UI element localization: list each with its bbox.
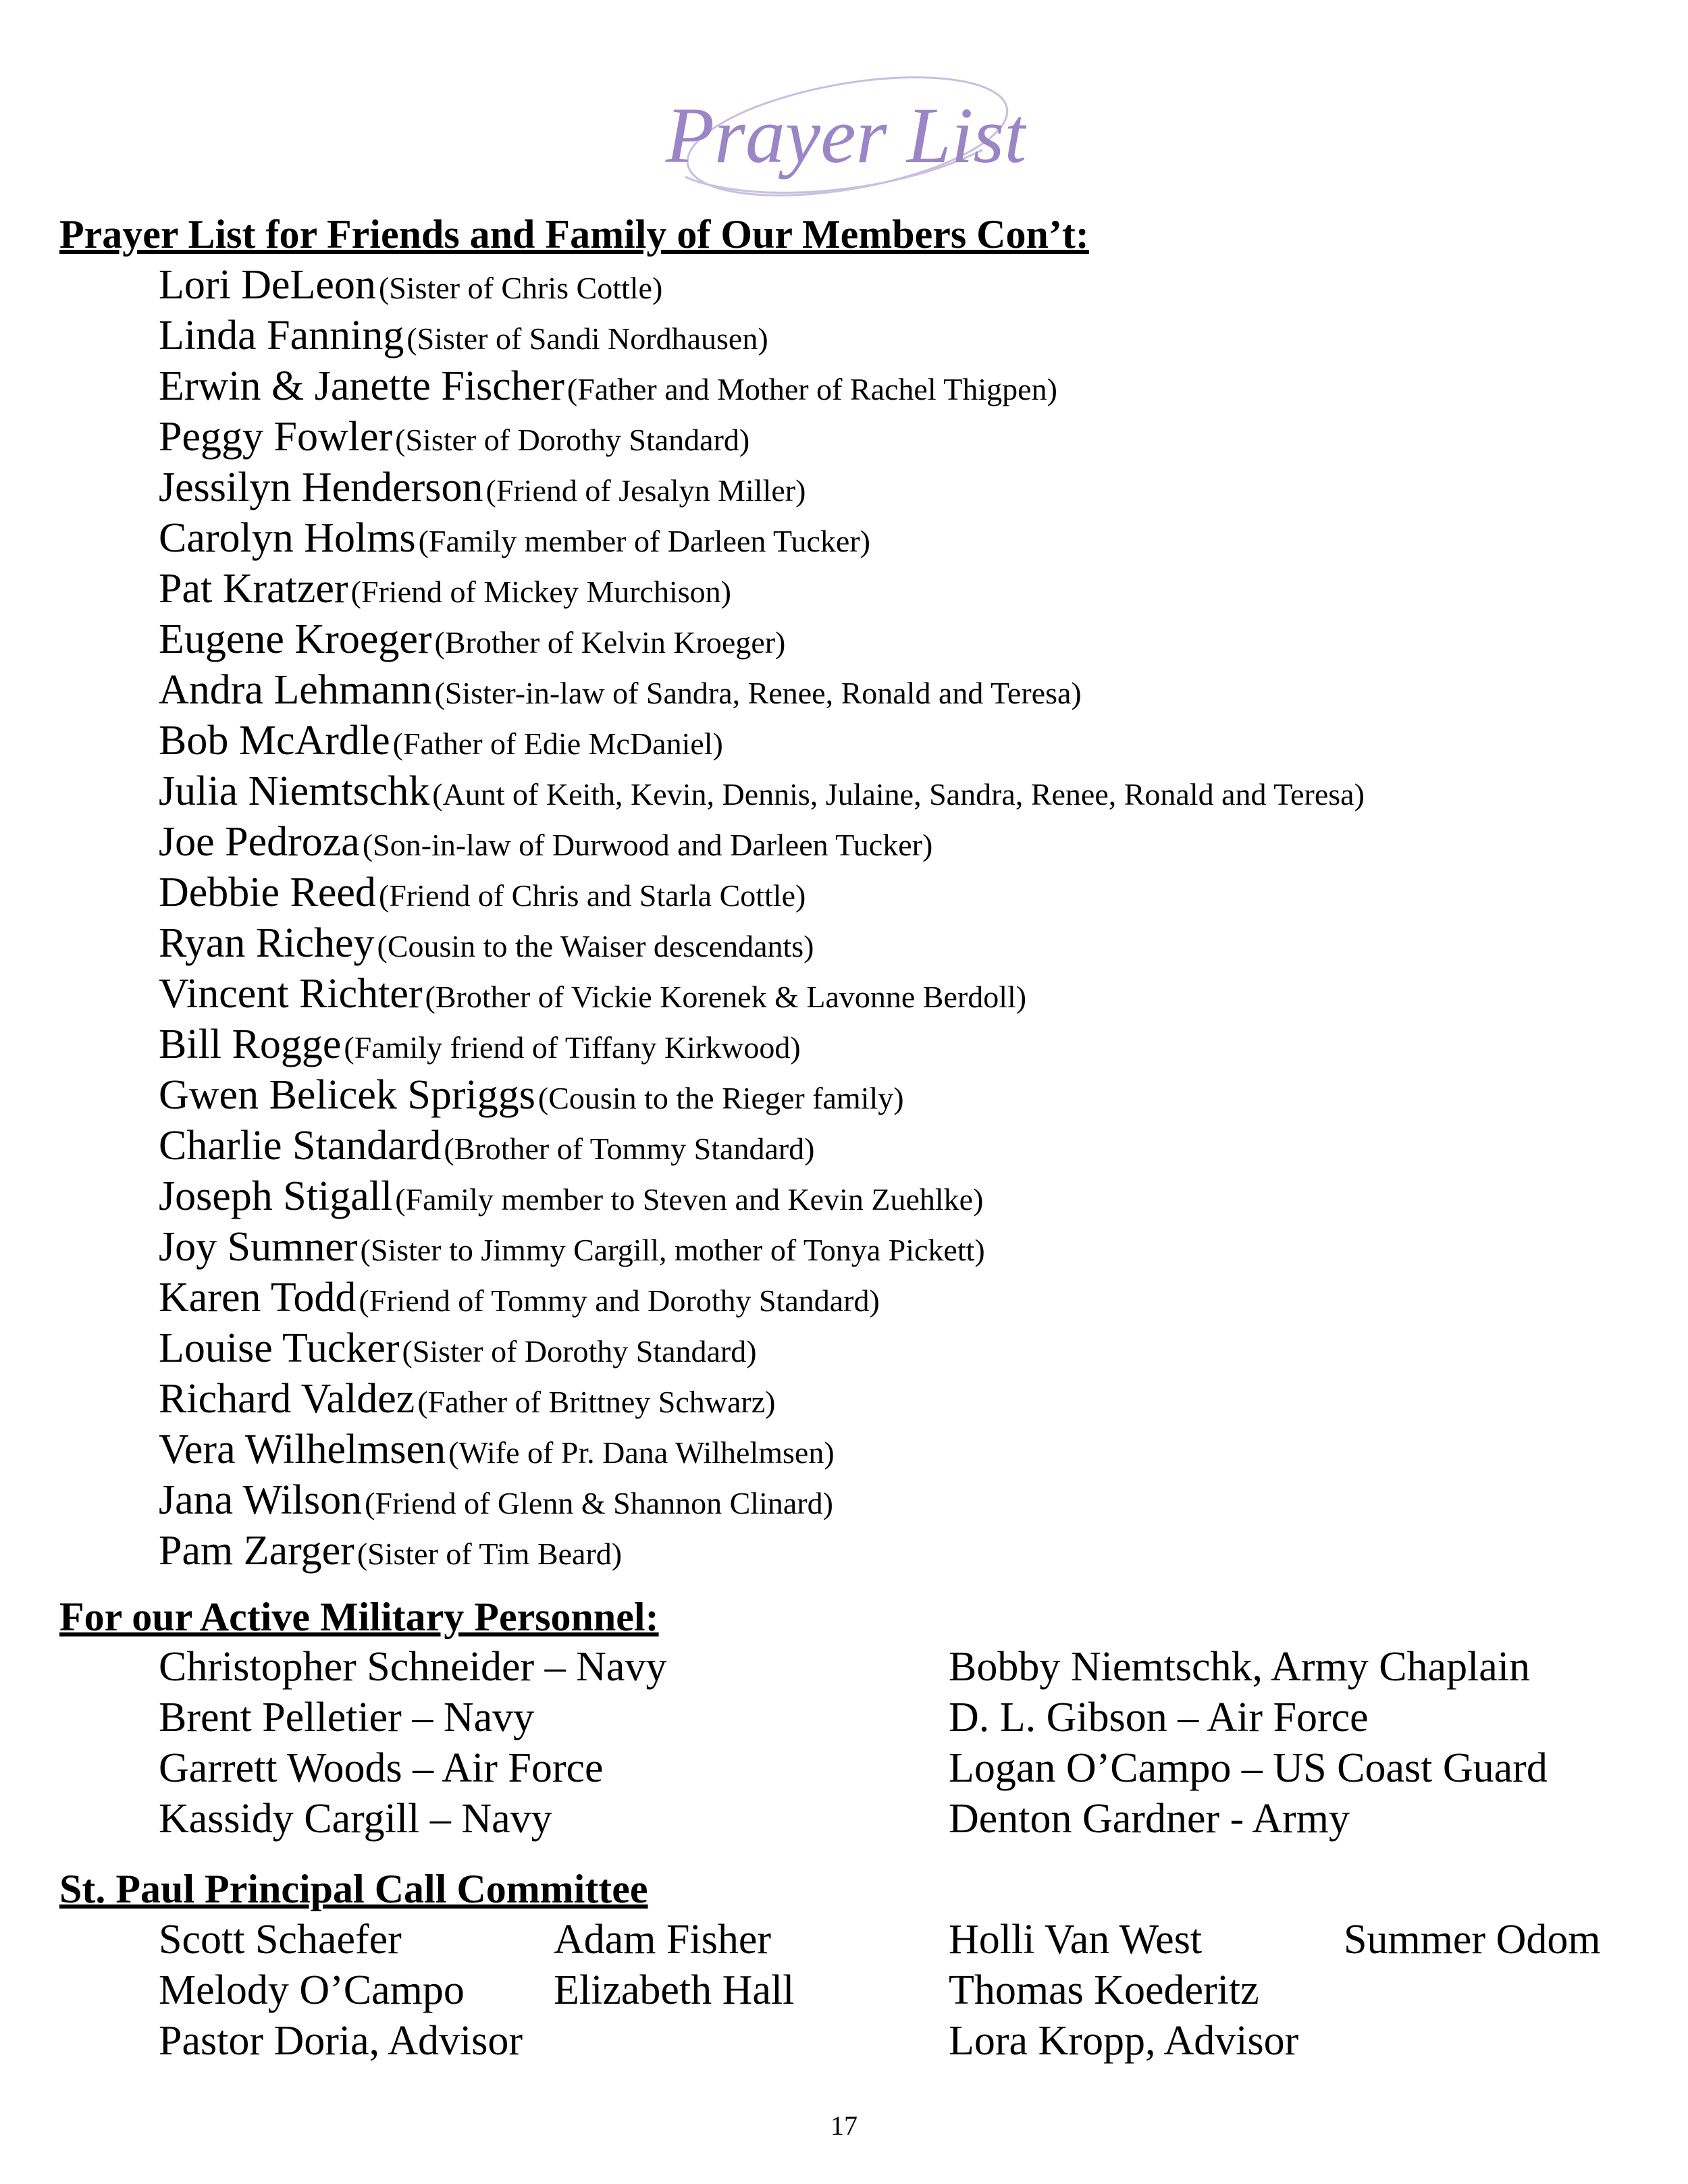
prayer-list-item xyxy=(159,1475,1365,1526)
committee-member: Melody O’Campo xyxy=(159,1967,465,2013)
prayer-list-item xyxy=(159,1374,1365,1424)
person-name: Vincent Richter xyxy=(159,971,423,1017)
person-relation: (Friend of Mickey Murchison) xyxy=(350,575,731,609)
section-heading-call-committee: St. Paul Principal Call Committee xyxy=(59,1867,648,1911)
prayer-list-item xyxy=(159,1019,1365,1070)
person-name: Carolyn Holms xyxy=(159,515,416,561)
committee-member: Holli Van West xyxy=(949,1917,1203,1963)
person-relation: (Sister of Dorothy Standard) xyxy=(395,423,750,457)
person-relation: (Aunt of Keith, Kevin, Dennis, Julaine, Sandra, Renee, Ronald and Teresa) xyxy=(432,777,1365,811)
prayer-list-item xyxy=(159,1171,1365,1222)
committee-member: Lora Kropp, Advisor xyxy=(949,2018,1299,2064)
person-name: Gwen Belicek Spriggs xyxy=(159,1072,535,1118)
person-relation: (Sister to Jimmy Cargill, mother of Tonya Pickett) xyxy=(360,1233,985,1267)
prayer-list xyxy=(159,260,1365,1576)
person-relation: (Sister of Dorothy Standard) xyxy=(402,1334,757,1368)
person-relation: (Friend of Jesalyn Miller) xyxy=(485,473,806,508)
person-relation: (Family friend of Tiffany Kirkwood) xyxy=(344,1030,801,1065)
person-name: Peggy Fowler xyxy=(159,414,393,460)
person-name: Joseph Stigall xyxy=(159,1173,393,1219)
prayer-list-item xyxy=(159,1424,1365,1475)
person-relation: (Brother of Kelvin Kroeger) xyxy=(434,625,786,660)
person-name: Vera Wilhelmsen xyxy=(159,1427,446,1472)
committee-member: Elizabeth Hall xyxy=(554,1967,795,2013)
military-member: Garrett Woods – Air Force xyxy=(159,1745,604,1791)
prayer-list-logo xyxy=(665,62,1026,211)
person-name: Bill Rogge xyxy=(159,1021,342,1067)
prayer-list-item xyxy=(159,614,1365,665)
prayer-list-item xyxy=(159,1323,1365,1374)
military-member: Christopher Schneider – Navy xyxy=(159,1644,667,1690)
person-relation: (Father and Mother of Rachel Thigpen) xyxy=(566,372,1057,406)
military-member: Kassidy Cargill – Navy xyxy=(159,1796,552,1842)
committee-column-4 xyxy=(1344,1915,1601,1965)
committee-column-1 xyxy=(159,1915,523,2067)
person-name: Ryan Richey xyxy=(159,920,375,966)
military-list-left xyxy=(159,1642,666,1844)
person-relation: (Family member to Steven and Kevin Zuehlke) xyxy=(395,1182,984,1217)
person-name: Karen Todd xyxy=(159,1275,357,1321)
military-member: Bobby Niemtschk, Army Chaplain xyxy=(949,1644,1531,1690)
prayer-list-item xyxy=(159,311,1365,361)
prayer-list-item xyxy=(159,412,1365,462)
prayer-list-item xyxy=(159,513,1365,564)
person-relation: (Sister-in-law of Sandra, Renee, Ronald and Teresa) xyxy=(434,676,1082,710)
person-name: Erwin & Janette Fischer xyxy=(159,363,564,409)
logo-text: Prayer List xyxy=(665,91,1026,180)
section-heading-friends-family: Prayer List for Friends and Family of Our Members Con’t: xyxy=(59,212,1089,257)
person-relation: (Family member of Darleen Tucker) xyxy=(418,524,870,558)
person-name: Richard Valdez xyxy=(159,1376,415,1422)
person-name: Andra Lehmann xyxy=(159,667,432,713)
committee-member: Thomas Koederitz xyxy=(949,1967,1259,2013)
committee-member: Adam Fisher xyxy=(554,1917,772,1963)
person-relation: (Cousin to the Waiser descendants) xyxy=(377,929,814,963)
person-name: Eugene Kroeger xyxy=(159,616,432,662)
person-relation: (Friend of Chris and Starla Cottle) xyxy=(378,878,806,913)
prayer-list-item xyxy=(159,361,1365,412)
prayer-list-item xyxy=(159,1526,1365,1576)
prayer-list-item xyxy=(159,1121,1365,1171)
military-list-right xyxy=(949,1642,1548,1844)
prayer-list-item xyxy=(159,1070,1365,1121)
person-relation: (Son-in-law of Durwood and Darleen Tucker) xyxy=(362,828,933,862)
person-relation: (Sister of Tim Beard) xyxy=(357,1537,623,1571)
person-relation: (Sister of Chris Cottle) xyxy=(378,271,663,305)
person-name: Louise Tucker xyxy=(159,1325,400,1371)
committee-member: Summer Odom xyxy=(1344,1917,1601,1963)
prayer-list-item xyxy=(159,766,1365,817)
person-name: Debbie Reed xyxy=(159,870,376,915)
person-relation: (Father of Edie McDaniel) xyxy=(392,726,723,761)
military-member: D. L. Gibson – Air Force xyxy=(949,1695,1369,1740)
prayer-list-item xyxy=(159,665,1365,716)
prayer-list-item xyxy=(159,462,1365,513)
person-name: Pam Zarger xyxy=(159,1528,354,1574)
person-name: Jessilyn Henderson xyxy=(159,464,483,510)
prayer-list-item xyxy=(159,969,1365,1019)
person-name: Jana Wilson xyxy=(159,1477,363,1523)
person-name: Joy Sumner xyxy=(159,1224,358,1270)
section-heading-military: For our Active Military Personnel: xyxy=(59,1595,659,1639)
committee-member: Pastor Doria, Advisor xyxy=(159,2018,523,2064)
military-member: Denton Gardner - Army xyxy=(949,1796,1350,1842)
person-relation: (Friend of Tommy and Dorothy Standard) xyxy=(359,1283,880,1318)
person-relation: (Wife of Pr. Dana Wilhelmsen) xyxy=(448,1435,835,1470)
committee-member: Scott Schaefer xyxy=(159,1917,402,1963)
person-relation: (Cousin to the Rieger family) xyxy=(537,1081,904,1115)
person-name: Bob McArdle xyxy=(159,718,390,764)
prayer-list-item xyxy=(159,1273,1365,1323)
page-number: 17 xyxy=(830,2110,858,2141)
military-member: Brent Pelletier – Navy xyxy=(159,1695,535,1740)
person-name: Charlie Standard xyxy=(159,1123,442,1169)
prayer-list-item xyxy=(159,868,1365,918)
person-name: Julia Niemtschk xyxy=(159,768,430,814)
person-relation: (Brother of Vickie Korenek & Lavonne Berdoll) xyxy=(425,980,1027,1014)
person-relation: (Father of Brittney Schwarz) xyxy=(417,1385,776,1419)
person-name: Joe Pedroza xyxy=(159,819,360,865)
person-name: Pat Kratzer xyxy=(159,566,348,612)
committee-column-2 xyxy=(554,1915,794,2016)
person-relation: (Brother of Tommy Standard) xyxy=(444,1131,815,1166)
prayer-list-item xyxy=(159,260,1365,311)
committee-column-3 xyxy=(949,1915,1298,2067)
prayer-list-item xyxy=(159,817,1365,868)
person-relation: (Sister of Sandi Nordhausen) xyxy=(406,321,768,356)
person-name: Linda Fanning xyxy=(159,313,404,358)
person-name: Lori DeLeon xyxy=(159,262,376,308)
person-relation: (Friend of Glenn & Shannon Clinard) xyxy=(365,1486,833,1520)
prayer-list-item xyxy=(159,716,1365,766)
prayer-list-item xyxy=(159,1222,1365,1273)
military-member: Logan O’Campo – US Coast Guard xyxy=(949,1745,1548,1791)
prayer-list-item xyxy=(159,564,1365,614)
prayer-list-item xyxy=(159,918,1365,969)
